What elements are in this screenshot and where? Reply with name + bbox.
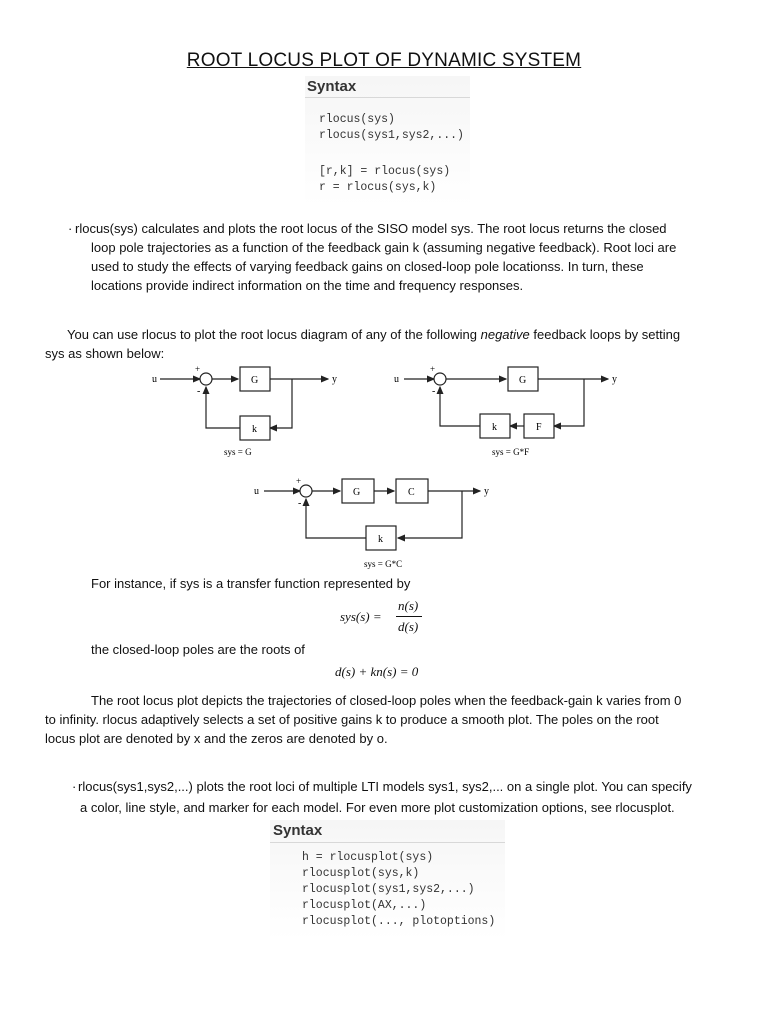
syntax-divider [305, 97, 470, 98]
plus-sign: + [296, 476, 302, 486]
feedback-return [206, 387, 240, 428]
bullet-marker: · [72, 779, 77, 794]
diagram-caption: sys = G*F [492, 447, 530, 457]
block-k-label: k [492, 422, 497, 433]
characteristic-equation: d(s) + kn(s) = 0 [335, 664, 419, 679]
diagram-caption: sys = G [224, 447, 252, 457]
fraction-bar [396, 616, 422, 617]
transfer-function-formula [340, 598, 430, 638]
paragraph-line: locus plot are denoted by x and the zeros are denoted by o. [45, 731, 388, 746]
bullet-line: rlocus(sys1,sys2,...) plots the root loci of multiple LTI models sys1, sys2,... on a single plot. You can specify [78, 779, 692, 794]
block-g-label: G [519, 375, 527, 386]
bullet-line: locations provide indirect information on the time and frequency responses. [91, 278, 524, 293]
output-label: y [332, 374, 337, 385]
formula-numerator: n(s) [398, 598, 419, 613]
syntax-box-2 [270, 820, 505, 940]
syntax-line: rlocusplot(sys1,sys2,...) [302, 883, 475, 896]
block-g-label: G [251, 375, 259, 386]
bullet-line: rlocus(sys) calculates and plots the root locus of the SISO model sys. The root locus returns the closed [75, 221, 667, 236]
loops-intro-text: You can use rlocus to plot the root locus diagram of any of the following [67, 327, 481, 342]
summing-junction [434, 373, 446, 385]
diagram-caption: sys = G*C [364, 559, 403, 569]
formula-denominator: d(s) [398, 619, 419, 634]
feedback-diagram-3 [248, 470, 508, 570]
minus-sign: - [197, 386, 201, 397]
syntax-heading: Syntax [307, 78, 357, 95]
feedback-path [554, 379, 584, 426]
bullet-marker: · [68, 221, 73, 236]
poles-text: the closed-loop poles are the roots of [91, 642, 305, 657]
block-k-label: k [378, 534, 383, 545]
syntax-line: rlocus(sys) [319, 113, 395, 126]
minus-sign: - [298, 498, 302, 509]
syntax-line: h = rlocusplot(sys) [302, 851, 434, 864]
output-label: y [484, 486, 489, 497]
syntax-divider [270, 842, 505, 843]
feedback-return [440, 387, 480, 426]
bullet-line: loop pole trajectories as a function of the feedback gain k (assuming negative feedback). Root loci are [91, 240, 677, 255]
syntax-box-1 [305, 76, 470, 206]
block-k-label: k [252, 424, 257, 435]
instance-text: For instance, if sys is a transfer function represented by [91, 576, 411, 591]
feedback-return [306, 499, 366, 538]
loops-intro-line-1 [67, 325, 680, 344]
syntax-line: rlocusplot(sys,k) [302, 867, 420, 880]
block-f-label: F [536, 422, 542, 433]
page-title: ROOT LOCUS PLOT OF DYNAMIC SYSTEM [186, 50, 582, 71]
feedback-diagram-2 [390, 360, 630, 460]
block-g-label: G [353, 487, 361, 498]
syntax-line: rlocusplot(AX,...) [302, 899, 427, 912]
paragraph-line: The root locus plot depicts the trajectories of closed-loop poles when the feedback-gain k varies from 0 [91, 693, 682, 708]
feedback-path [270, 379, 292, 428]
feedback-diagram-1 [140, 360, 360, 460]
negative-emphasis: negative [480, 327, 530, 342]
bullet-line: a color, line style, and marker for each model. For even more plot customization options, see rlocusplot. [80, 800, 675, 815]
input-label: u [152, 374, 157, 385]
output-label: y [612, 374, 617, 385]
syntax-line: rlocus(sys1,sys2,...) [319, 129, 464, 142]
paragraph-line: to infinity. rlocus adaptively selects a set of positive gains k to produce a smooth plot. The poles on the root [45, 712, 659, 727]
summing-junction [300, 485, 312, 497]
syntax-heading: Syntax [273, 822, 323, 839]
loops-intro-line-2: sys as shown below: [45, 346, 165, 361]
block-c-label: C [408, 487, 415, 498]
syntax-line: r = rlocus(sys,k) [319, 181, 437, 194]
bullet-line: used to study the effects of varying feedback gains on closed-loop pole locationss. In turn, these [91, 259, 644, 274]
plus-sign: + [195, 364, 201, 374]
minus-sign: - [432, 386, 436, 397]
input-label: u [254, 486, 259, 497]
syntax-line: [r,k] = rlocus(sys) [319, 165, 451, 178]
syntax-line: rlocusplot(..., plotoptions) [302, 915, 496, 928]
loops-intro-text: feedback loops by setting [529, 327, 681, 342]
summing-junction [200, 373, 212, 385]
input-label: u [394, 374, 399, 385]
plus-sign: + [430, 364, 436, 374]
formula-lhs: sys(s) = [340, 609, 382, 624]
